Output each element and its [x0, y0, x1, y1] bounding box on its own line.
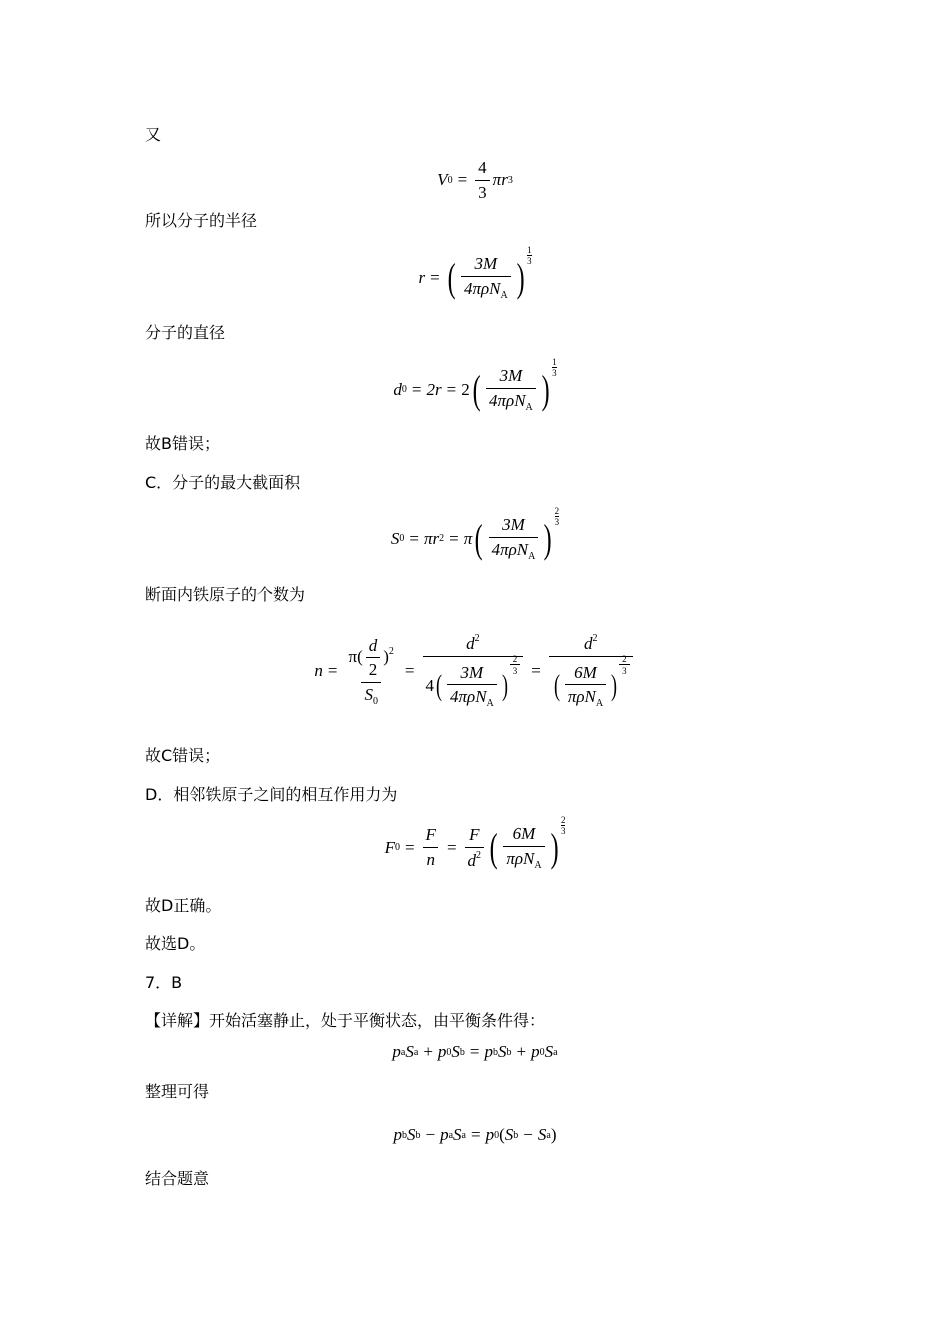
text-diameter-intro: 分子的直径: [145, 323, 226, 342]
equation-cross-section: S 0 = π r 2 = π ( $\frac{3M}{4\pi\rho N_A}$ ) 2 3: [390, 506, 560, 562]
equation-volume: V 0 = $\frac{4}{3}$ π r 3: [437, 158, 513, 202]
equation-balance: p a S a + p 0 S b = p b S b + p 0 S a: [392, 1042, 558, 1061]
text-b-wrong: 故B错误；: [145, 434, 220, 453]
text-c-wrong: 故C错误；: [145, 746, 221, 765]
text-combine: 结合题意: [145, 1169, 210, 1188]
text-detail-intro: 【详解】开始活塞静止，处于平衡状态，由平衡条件得：: [145, 1011, 546, 1030]
equation-rearranged: p b S b − p a S a = p 0 ( S b − S a ): [393, 1125, 557, 1144]
equation-atom-count: n = π( $\frac{d}{2}$ )$^2$ $S_0$ = $d^2$ 4 ( $\frac{3M}{4\pi\rho N_A}$ ) 2 3 = $d^2$ ( $\frac{6M}{\pi\rho N_A}$ ) 2 3: [0, 633, 950, 710]
text-atom-count-intro: 断面内铁原子的个数为: [145, 585, 306, 604]
text-rearrange: 整理可得: [145, 1082, 210, 1101]
text-radius-intro: 所以分子的半径: [145, 211, 258, 230]
text-d-correct: 故D正确。: [145, 896, 222, 915]
text-d-section: D．相邻铁原子之间的相互作用力为: [145, 785, 398, 804]
equation-diameter: d 0 = 2r = 2 ( $\frac{3M}{4\pi\rho N_A}$ ) 1 3: [393, 357, 557, 413]
text-c-section: C．分子的最大截面积: [145, 473, 301, 492]
text-you: 又: [145, 125, 162, 144]
equation-radius: r = ( $\frac{3M}{4\pi\rho N_A}$ ) 1 3: [418, 245, 532, 301]
equation-force: F 0 = $\frac{F}{n}$ = $\frac{F}{d^2}$ ( $\frac{6M}{\pi\rho N_A}$ ) 2 3: [384, 815, 566, 871]
text-answer-d: 故选D。: [145, 934, 206, 953]
text-question-7: 7．B: [145, 973, 183, 992]
